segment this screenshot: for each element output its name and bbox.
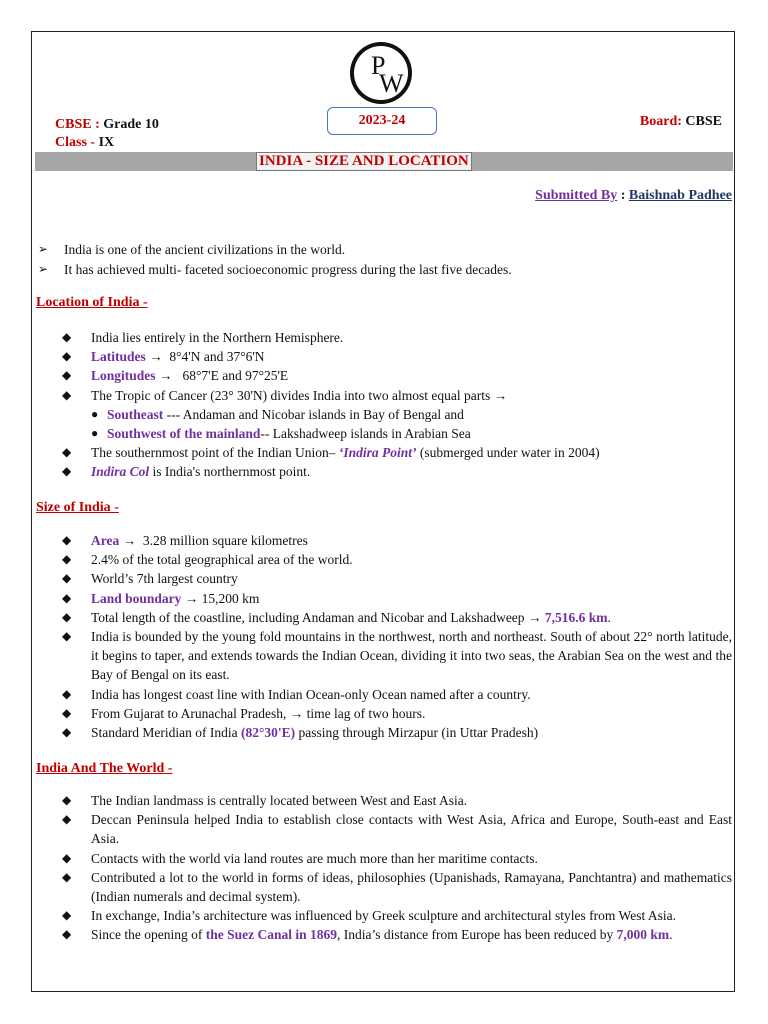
list-item (62, 906, 732, 925)
right-arrow-icon: → (493, 387, 508, 403)
heading-text: Size of India (36, 500, 111, 515)
list-item-text: In exchange, India’s architecture was influenced by Greek sculpture and architectural styles from West Asia. (91, 908, 676, 924)
submitted-label: Submitted By (535, 188, 618, 203)
list-item-text: From Gujarat to Arunachal Pradesh, (91, 705, 287, 721)
class-info (55, 116, 159, 152)
list-item-text: Standard Meridian of India (91, 725, 241, 741)
list-item-text: World’s 7th largest country (91, 571, 238, 587)
list-item (62, 386, 732, 444)
arrow-bullet-icon: ➢ (38, 242, 49, 256)
board-value: CBSE (685, 114, 722, 129)
right-arrow-icon: → (289, 705, 304, 721)
list-item-text: passing through Mirzapur (in Uttar Pradesh) (295, 725, 539, 741)
area-label: Area (91, 533, 120, 548)
southwest-label: Southwest of the mainland (107, 426, 261, 442)
list-item (62, 347, 732, 366)
list-item-text: is India's northernmost point. (149, 464, 311, 480)
sub-item (91, 405, 732, 424)
list-item-text: India is bounded by the young fold mountains in the northwest, north and northeast. South of about 22° north latitude, it begins to taper, and extends towards the Indian Ocean, dividing it into two seas, the Arabian Sea on the west and the Bay of Bengal on its east. (91, 629, 732, 683)
right-arrow-icon: → (122, 533, 137, 548)
list-item-text: Deccan Peninsula helped India to establish close contacts with West Asia, Africa and Europe, South-east and East Asia. (91, 812, 732, 847)
diamond-bullet-icon: ◆ (62, 387, 72, 402)
list-item (62, 791, 732, 810)
diamond-bullet-icon: ◆ (62, 330, 72, 344)
diamond-bullet-icon: ◆ (62, 705, 72, 720)
list-item-text: (submerged under water in 2004) (416, 445, 600, 461)
latitudes-label: Latitudes (91, 349, 146, 365)
list-item (62, 849, 732, 868)
arrow-bullet-icon: ➢ (38, 261, 49, 276)
list-item-text: India lies entirely in the Northern Hemisphere. (91, 330, 344, 345)
list-item-text: The Tropic of Cancer (23° 30'N) divides India into two almost equal parts (91, 387, 491, 403)
list-item-text: , India’s distance from Europe has been reduced by (337, 927, 617, 943)
indira-col: Indira Col (91, 464, 150, 480)
section-heading-world (36, 761, 172, 777)
year-badge: 2023-24 (327, 107, 437, 135)
list-item-text: The Indian landmass is centrally located between West and East Asia. (91, 793, 468, 808)
diamond-bullet-icon: ◆ (62, 869, 72, 884)
list-item (62, 685, 732, 704)
diamond-bullet-icon: ◆ (62, 850, 72, 865)
svg-text:W: W (379, 69, 404, 98)
class-value: IX (98, 135, 115, 150)
right-arrow-icon: → (158, 368, 173, 384)
diamond-bullet-icon: ◆ (62, 908, 72, 923)
list-item (62, 366, 732, 385)
diamond-bullet-icon: ◆ (62, 927, 72, 942)
list-item-text: India is one of the ancient civilizations in the world. (64, 242, 346, 257)
right-arrow-icon: → (527, 609, 542, 625)
submitted-sep: : (617, 188, 629, 203)
list-item (35, 260, 725, 280)
list-item (62, 328, 732, 347)
list-item (62, 810, 732, 848)
coastline-value: 7,516.6 km (544, 609, 608, 625)
land-boundary-value: 15,200 km (201, 590, 260, 606)
location-list (62, 328, 732, 482)
diamond-bullet-icon: ◆ (62, 609, 72, 624)
list-item (62, 723, 732, 742)
latitudes-value: 8°4'N and 37°6'N (169, 349, 265, 365)
list-item-text: India has longest coast line with Indian Ocean-only Ocean named after a country. (91, 686, 531, 702)
suez-canal: the Suez Canal in 1869 (205, 927, 337, 943)
diamond-bullet-icon: ◆ (62, 464, 72, 479)
heading-text: Location of India (36, 295, 140, 310)
cbse-label: CBSE : (55, 117, 100, 132)
board-label: Board: (639, 114, 682, 129)
distance-value: 7,000 km (616, 927, 670, 943)
right-arrow-icon: → (184, 590, 199, 606)
class-label: Class - (55, 135, 96, 150)
heading-dash: - (139, 295, 148, 310)
longitudes-value: 68°7'E and 97°25'E (182, 368, 289, 384)
author-name: Baishnab Padhee (628, 188, 732, 203)
area-value: 3.28 million square kilometres (142, 533, 308, 548)
diamond-bullet-icon: ◆ (62, 812, 72, 827)
board-info (640, 114, 722, 130)
diamond-bullet-icon: ◆ (62, 590, 72, 605)
size-list (62, 531, 732, 742)
pw-logo (348, 40, 414, 106)
section-heading-location (36, 295, 148, 311)
list-item-text: Total length of the coastline, including Andaman and Nicobar and Lakshadweep (91, 609, 525, 625)
dot-bullet-icon: ● (91, 426, 99, 441)
svg-text:P: P (371, 51, 386, 80)
southeast-text: --- Andaman and Nicobar islands in Bay of Bengal and (163, 406, 464, 422)
list-item (62, 627, 732, 685)
land-boundary-label: Land boundary (91, 590, 182, 606)
list-item-text: time lag of two hours. (306, 705, 426, 721)
list-item-text: Contributed a lot to the world in forms of ideas, philosophies (Upanishads, Ramayana, Panchtantra) and mathematics (Indian numerals and decimal system). (91, 869, 732, 905)
list-item (35, 240, 725, 260)
southwest-text: -- Lakshadweep islands in Arabian Sea (260, 426, 471, 442)
list-item (62, 443, 732, 462)
diamond-bullet-icon: ◆ (62, 552, 72, 567)
section-heading-size (36, 500, 119, 516)
right-arrow-icon: → (149, 349, 163, 365)
grade-text: Grade 10 (103, 117, 159, 132)
diamond-bullet-icon: ◆ (62, 533, 72, 547)
intro-list (35, 240, 725, 279)
list-item-text: It has achieved multi- faceted socioeconomic progress during the last five decades. (64, 261, 512, 277)
list-item (62, 531, 732, 550)
list-item (62, 462, 732, 481)
diamond-bullet-icon: ◆ (62, 571, 72, 586)
diamond-bullet-icon: ◆ (62, 629, 72, 644)
list-item: ◆ Total length of the coastline, including Andaman and Nicobar and Lakshadweep → 7,516.6 km. (62, 608, 732, 627)
longitudes-label: Longitudes (91, 368, 156, 384)
southeast-label: Southeast (107, 406, 164, 422)
diamond-bullet-icon: ◆ (62, 368, 72, 383)
list-item (62, 868, 732, 906)
diamond-bullet-icon: ◆ (62, 686, 72, 701)
list-item (62, 569, 732, 588)
submitted-by (535, 188, 732, 204)
list-item (62, 925, 732, 944)
diamond-bullet-icon: ◆ (62, 445, 72, 460)
list-item (62, 589, 732, 608)
list-item-text: Since the opening of (91, 927, 206, 943)
page-title: INDIA - SIZE AND LOCATION (256, 152, 472, 171)
indira-point: ‘Indira Point’ (338, 445, 417, 461)
heading-dash: - (110, 500, 119, 515)
world-list (62, 791, 732, 945)
list-item-text: 2.4% of the total geographical area of the world. (91, 552, 353, 568)
diamond-bullet-icon: ◆ (62, 793, 72, 807)
diamond-bullet-icon: ◆ (62, 349, 72, 364)
list-item (62, 704, 732, 723)
heading-text: India And The World (36, 761, 165, 776)
list-item-text: Contacts with the world via land routes are much more than her maritime contacts. (91, 850, 538, 866)
heading-dash: - (164, 761, 173, 776)
list-item-text: The southernmost point of the Indian Union– (91, 445, 336, 461)
dot-bullet-icon: ● (91, 406, 99, 421)
meridian-value: (82°30'E) (240, 725, 296, 741)
list-item-text: . (669, 927, 673, 943)
diamond-bullet-icon: ◆ (62, 725, 72, 740)
sub-item (91, 424, 732, 443)
list-item (62, 550, 732, 569)
